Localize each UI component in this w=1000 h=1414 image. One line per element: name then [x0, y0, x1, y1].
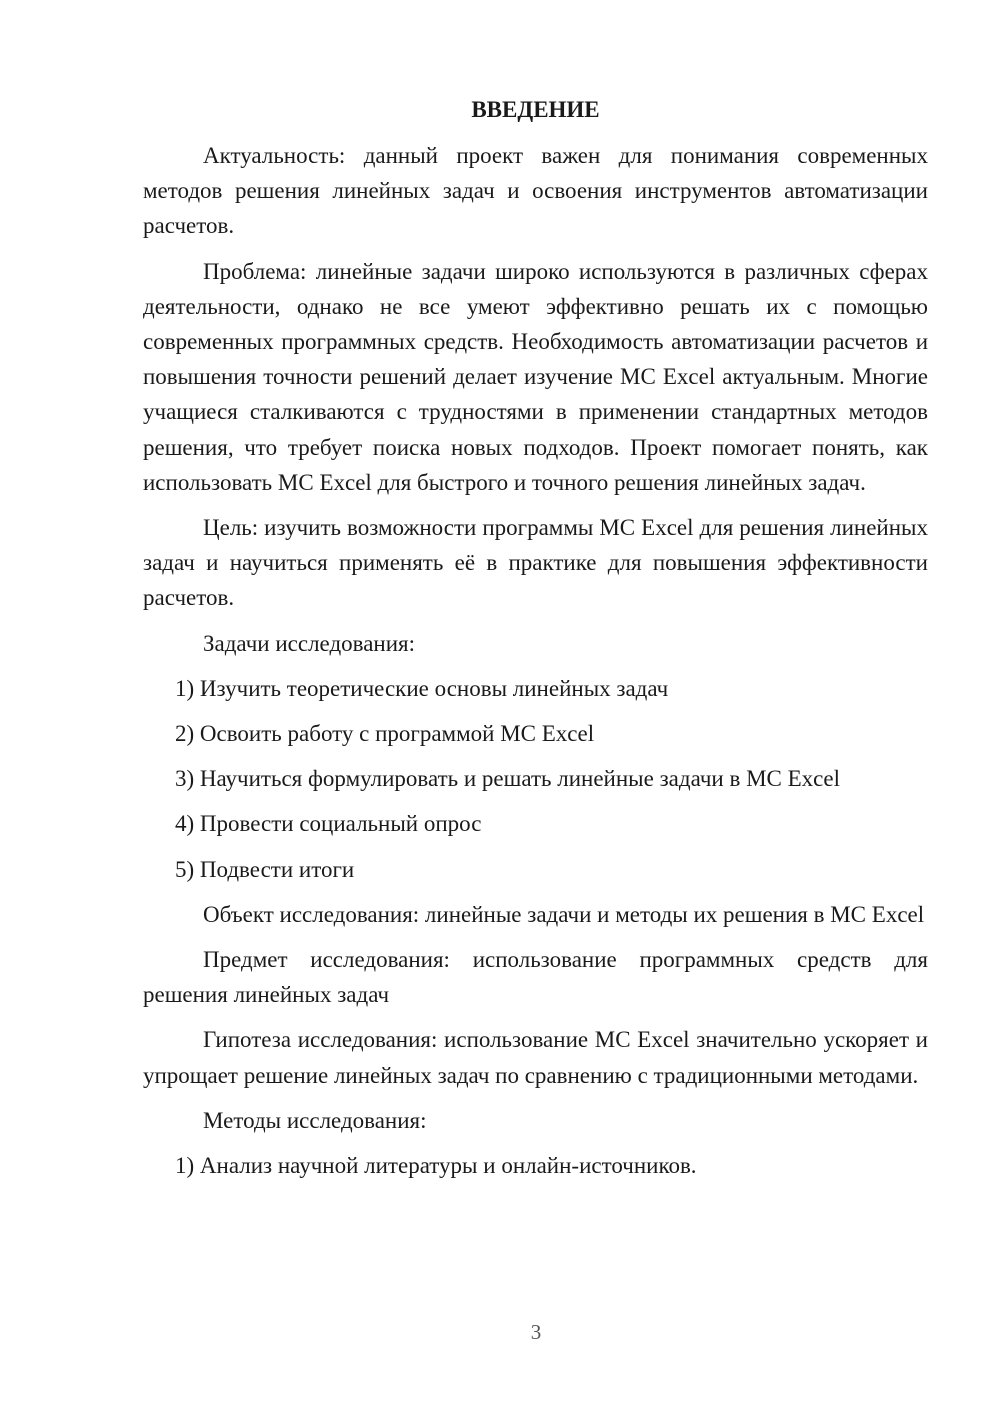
- list-item: 4) Провести социальный опрос: [175, 811, 482, 837]
- tasks-list: [143, 671, 928, 887]
- paragraph-goal: Цель: изучить возможности программы MC Excel для решения линейных задач и научиться применять её в практике для повышения эффективности расчетов.: [143, 515, 928, 611]
- paragraph-subject: Предмет исследования: использование программных средств для решения линейных задач: [143, 947, 928, 1008]
- page-number: 3: [530, 1320, 542, 1344]
- list-item: 5) Подвести итоги: [175, 856, 355, 882]
- methods-label: Методы исследования:: [203, 1107, 427, 1133]
- paragraph-problem: Проблема: линейные задачи широко используются в различных сферах деятельности, однако не все умеют эффективно решать их с помощью современных программных средств. Необходимость автоматизации расчетов и повышения точности решений делает изучение MC Excel актуальным. Многие учащиеся сталкиваются с трудностями в применении стандартных методов решения, что требует поиска новых подходов. Проект помогает понять, как использовать MC Excel для быстрого и точного решения линейных задач.: [143, 258, 928, 495]
- page-title: ВВЕДЕНИЕ: [471, 97, 600, 122]
- list-item: 1) Анализ научной литературы и онлайн-источников.: [175, 1153, 697, 1179]
- paragraph-object: Объект исследования: линейные задачи и методы их решения в MC Excel: [203, 901, 925, 927]
- paragraph-hypothesis: Гипотеза исследования: использование MC Excel значительно ускоряет и упрощает решение линейных задач по сравнению с традиционными методами.: [143, 1027, 928, 1088]
- document-page: [143, 90, 928, 1193]
- methods-list: [143, 1148, 928, 1183]
- list-item: 3) Научиться формулировать и решать линейные задачи в MC Excel: [175, 766, 840, 792]
- list-item: 2) Освоить работу с программой MC Excel: [175, 721, 595, 747]
- paragraph-relevance: Актуальность: данный проект важен для понимания современных методов решения линейных задач и освоения инструментов автоматизации расчетов.: [143, 143, 928, 239]
- tasks-label: Задачи исследования:: [203, 630, 416, 656]
- list-item: 1) Изучить теоретические основы линейных задач: [175, 675, 669, 701]
